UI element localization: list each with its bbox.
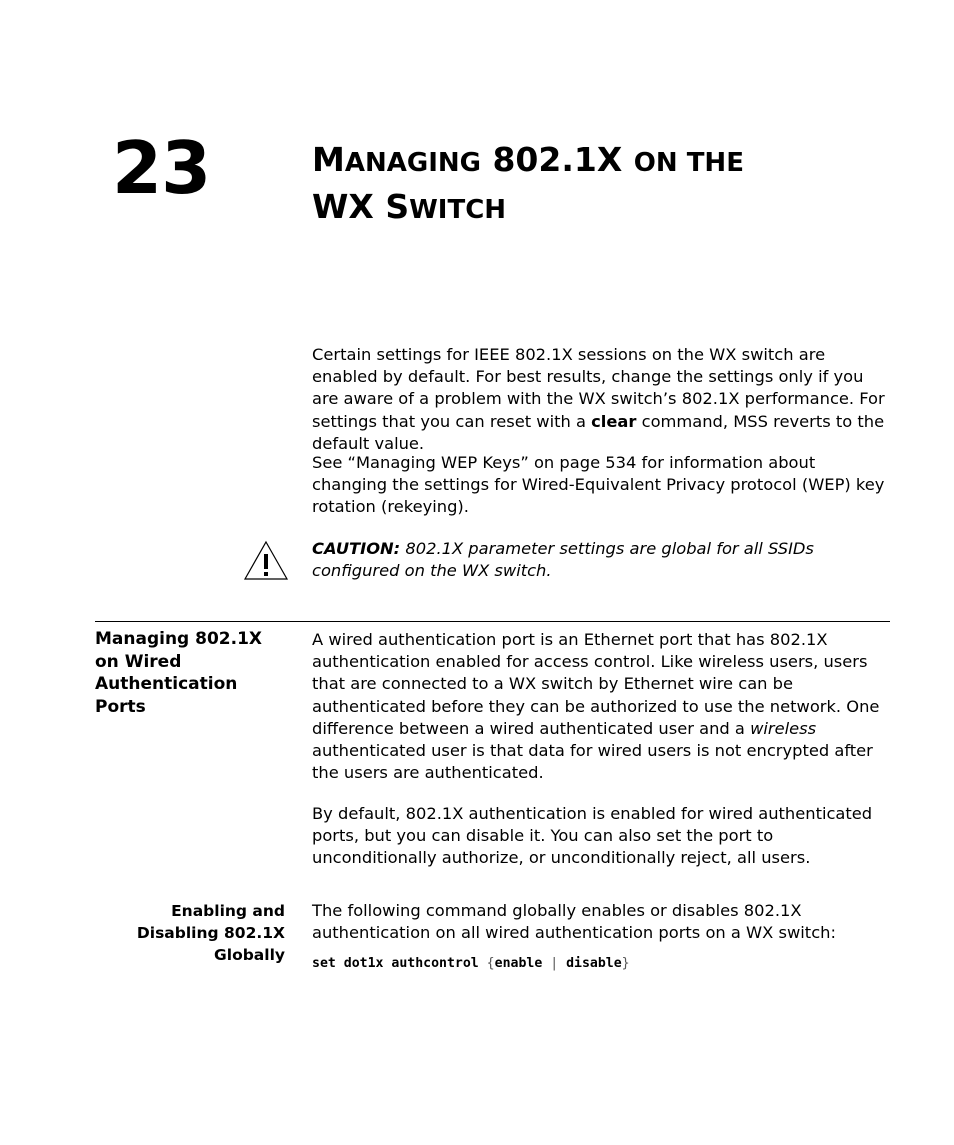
- subsection-paragraph: The following command globally enables or disables 802.1X authentication on all wired authentication ports on a WX switch:: [312, 901, 836, 943]
- intro-paragraph-2: See “Managing WEP Keys” on page 534 for information about changing the settings for Wired-Equivalent Privacy protocol (WEP) key rotation (rekeying).: [312, 453, 885, 517]
- caution-note: CAUTION: 802.1X parameter settings are global for all SSIDs configured on the WX switch.: [312, 539, 814, 581]
- section-paragraph-2: By default, 802.1X authentication is enabled for wired authenticated ports, but you can disable it. You can also set the port to unconditionally authorize, or unconditionally reject, all users.: [312, 804, 873, 868]
- caution-label: CAUTION:: [312, 539, 401, 558]
- clear-command: clear: [591, 411, 637, 431]
- chapter-title: [312, 138, 912, 232]
- chapter-title-line-1: MANAGING 802.1X ON THE: [312, 140, 744, 179]
- caution-icon: [243, 540, 289, 582]
- section-divider: [95, 621, 890, 622]
- section-paragraph-1: A wired authentication port is an Ethernet port that has 802.1X authentication enabled for access control. Like wireless users, users that are connected to a WX switch by Ethernet wire can be authenticated before they can be authorized to use the network. One difference between a wired authenticated user and a wireless authenticated user is that data for wired users is not encrypted after the users are authenticated.: [312, 630, 880, 783]
- intro-paragraph-1: Certain settings for IEEE 802.1X sessions on the WX switch are enabled by default. For best results, change the settings only if you are aware of a problem with the WX switch’s 802.1X performance. For settings that you can reset with a clear command, MSS reverts to the default value.: [312, 345, 885, 453]
- section-heading: Managing 802.1X on Wired Authentication Ports: [95, 629, 263, 717]
- chapter-number: 23: [112, 126, 211, 210]
- subsection-heading: Enabling and Disabling 802.1X Globally: [136, 902, 285, 964]
- command-syntax: set dot1x authcontrol {enable | disable}: [312, 956, 630, 971]
- chapter-title-line-2: WX SWITCH: [312, 187, 507, 226]
